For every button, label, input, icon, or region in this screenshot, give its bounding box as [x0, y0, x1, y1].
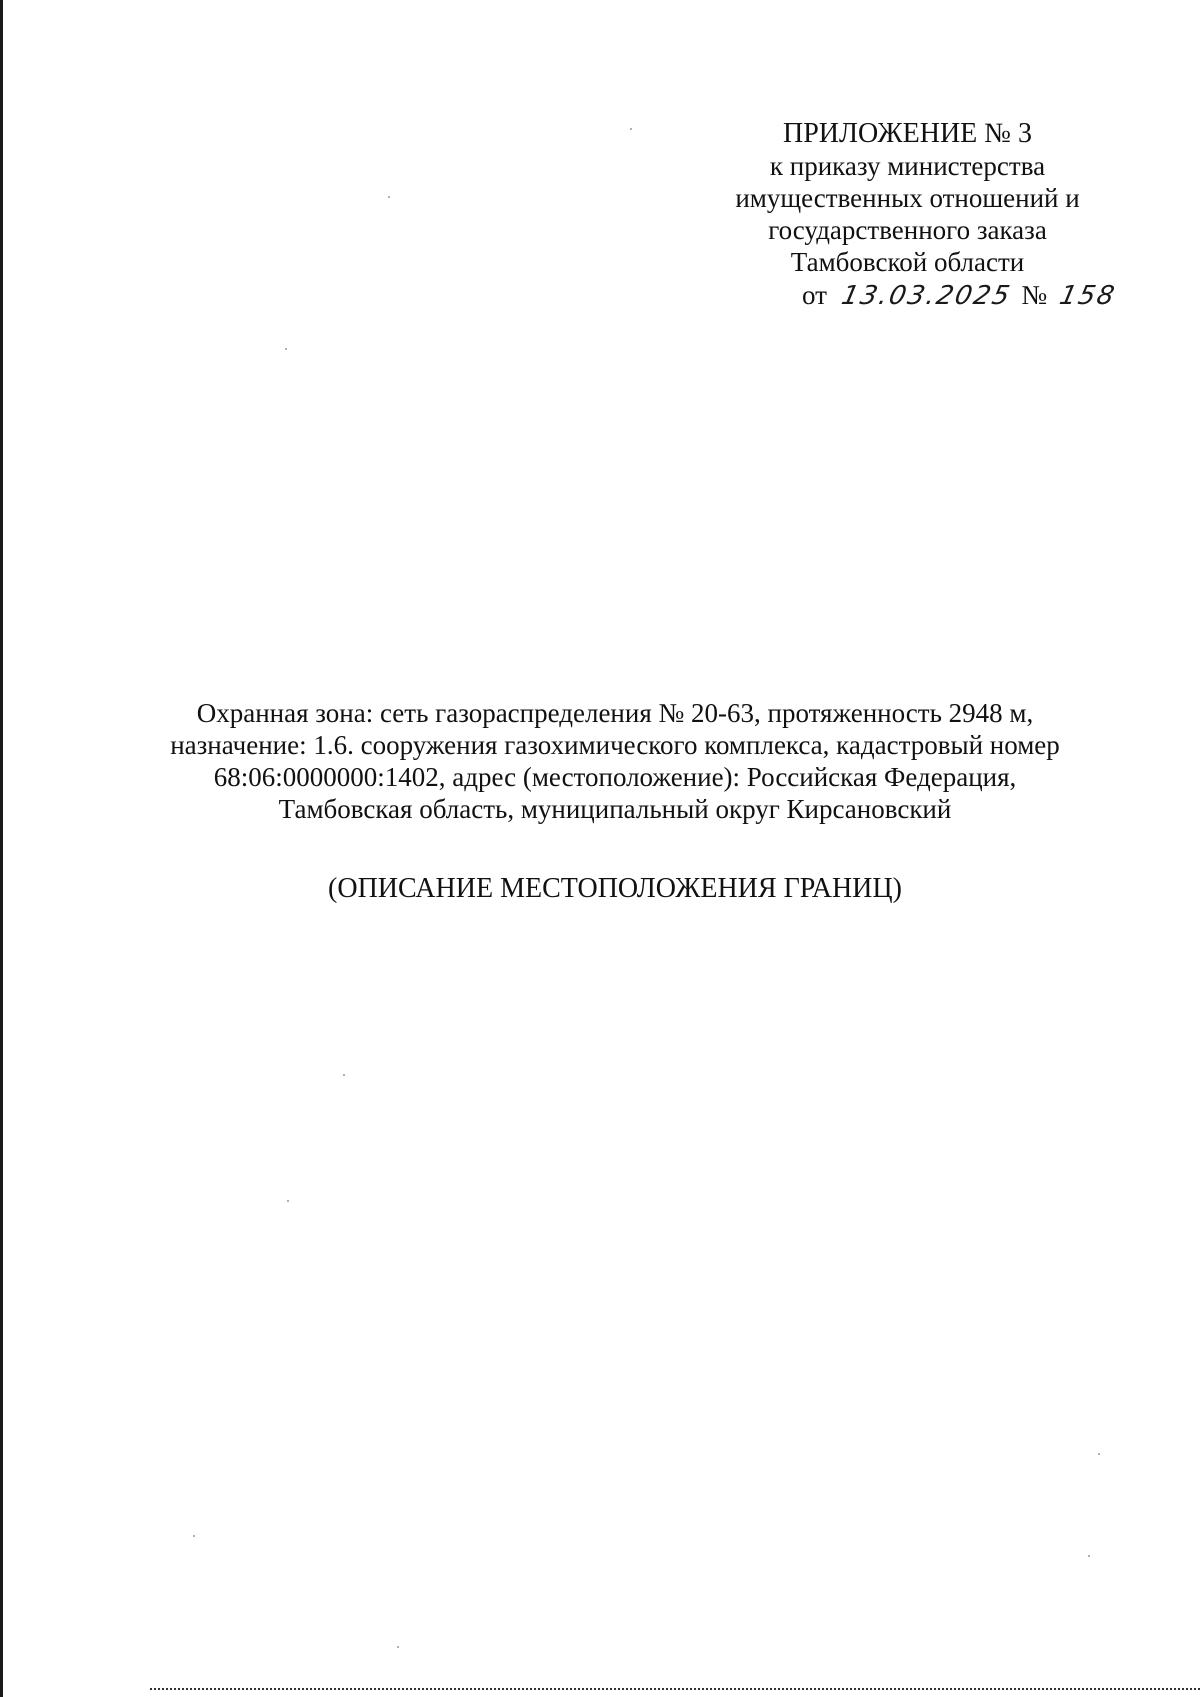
scan-speck — [388, 196, 390, 198]
scan-speck — [285, 348, 287, 350]
scan-speck — [287, 1200, 289, 1202]
description-line: назначение: 1.6. сооружения газохимического комплекса, кадастровый номер — [170, 730, 1060, 760]
order-number-sign: № — [1021, 280, 1048, 310]
scan-speck — [343, 1074, 345, 1076]
appendix-line: имущественных отношений и — [735, 183, 1080, 213]
description-line: Охранная зона: сеть газораспределения № 20-63, протяженность 2948 м, — [196, 698, 1034, 728]
appendix-line: к приказу министерства — [769, 151, 1046, 181]
order-reference — [802, 279, 1119, 312]
scan-speck — [1098, 1453, 1100, 1455]
appendix-title: ПРИЛОЖЕНИЕ № 3 — [783, 118, 1032, 149]
protection-zone-description — [130, 697, 1100, 825]
handwritten-order-number: 158 — [1056, 281, 1119, 311]
scan-bottom-edge — [150, 1688, 1200, 1693]
scan-speck — [1088, 1555, 1090, 1557]
order-prefix: от — [802, 280, 827, 310]
description-line: 68:06:0000000:1402, адрес (местоположение): Российская Федерация, — [213, 762, 1017, 792]
scan-speck — [397, 1646, 399, 1648]
scan-left-border — [0, 0, 3, 1697]
appendix-line: Тамбовской области — [790, 247, 1025, 277]
section-title: (ОПИСАНИЕ МЕСТОПОЛОЖЕНИЯ ГРАНИЦ) — [328, 873, 902, 904]
description-line: Тамбовская область, муниципальный округ Кирсановский — [278, 794, 952, 824]
handwritten-order-date: 13.03.2025 — [838, 281, 1014, 311]
scan-speck — [193, 1535, 195, 1537]
appendix-header — [700, 118, 1115, 278]
scan-speck — [630, 128, 632, 130]
appendix-line: государственного заказа — [768, 215, 1047, 245]
